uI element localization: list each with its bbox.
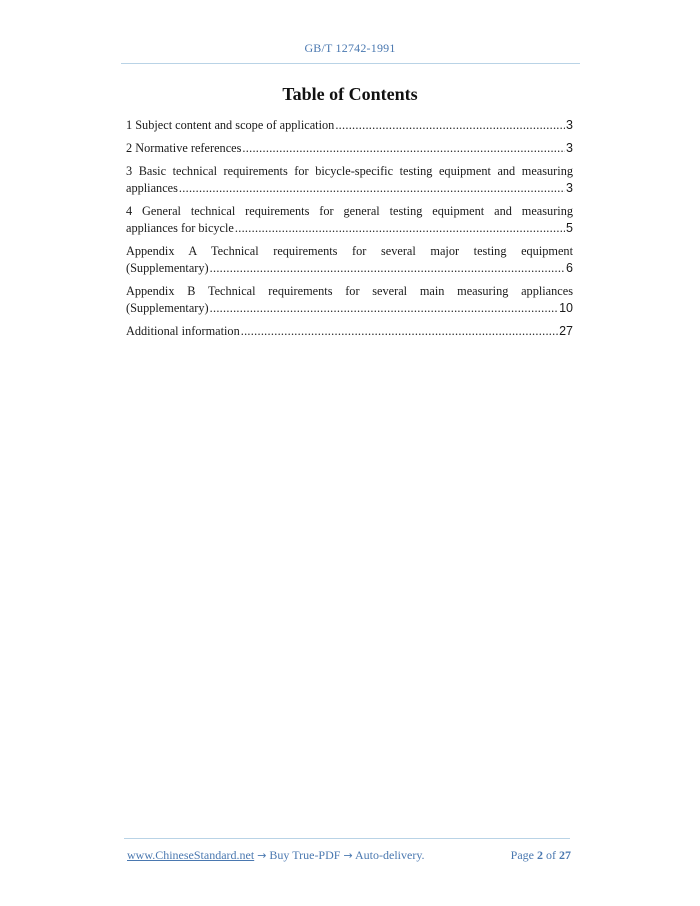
dot-leader — [210, 260, 565, 277]
toc-entry[interactable] — [126, 323, 573, 340]
footer-promo — [127, 848, 425, 863]
toc-entry-text: 1 Subject content and scope of application — [126, 118, 335, 132]
toc-page-number: 10 — [559, 301, 573, 315]
header-divider — [121, 63, 580, 64]
toc-entry-text: Appendix B Technical requirements for several main measuring appliances — [126, 284, 573, 298]
toc-entry[interactable] — [126, 163, 573, 197]
page-total: 27 — [559, 848, 571, 862]
page-current: 2 — [537, 848, 543, 862]
toc-entry-text: 2 Normative references — [126, 141, 242, 155]
site-link[interactable]: www.ChineseStandard.net — [127, 848, 255, 862]
toc-entry[interactable] — [126, 203, 573, 237]
toc-entry[interactable] — [126, 283, 573, 317]
toc-page-number: 27 — [559, 324, 573, 338]
buy-true-pdf-text: Buy True-PDF — [269, 848, 341, 862]
toc-entry-text: appliances for bicycle — [126, 221, 234, 235]
dot-leader — [335, 117, 565, 134]
toc-entry-text: (Supplementary) — [126, 301, 209, 315]
page-title: Table of Contents — [282, 84, 418, 104]
arrow-right-icon: → — [343, 849, 353, 862]
page-footer — [127, 848, 571, 863]
toc-entry-text: appliances — [126, 181, 178, 195]
toc-entry-text: Additional information — [126, 324, 240, 338]
dot-leader — [235, 220, 565, 237]
dot-leader — [242, 140, 565, 157]
toc-page-number: 3 — [566, 118, 573, 132]
page-number — [511, 848, 571, 863]
toc-page-number: 6 — [566, 261, 573, 275]
dot-leader — [179, 180, 565, 197]
toc-entry-text: 3 Basic technical requirements for bicycle-specific testing equipment and measuring — [126, 164, 573, 178]
footer-divider — [124, 838, 570, 839]
page-of: of — [546, 848, 556, 862]
page-label: Page — [510, 848, 534, 862]
toc-page-number: 3 — [566, 181, 573, 195]
toc-entry-text: Appendix A Technical requirements for several major testing equipment — [126, 244, 573, 258]
auto-delivery-text: Auto-delivery. — [355, 848, 425, 862]
toc-entry-text: 4 General technical requirements for general testing equipment and measuring — [126, 204, 573, 218]
toc-entry[interactable] — [126, 117, 573, 134]
toc-page-number: 3 — [566, 141, 573, 155]
toc-entry-text: (Supplementary) — [126, 261, 209, 275]
arrow-right-icon: → — [257, 849, 267, 862]
toc-entry[interactable] — [126, 140, 573, 157]
running-header: GB/T 12742-1991 — [304, 41, 396, 55]
toc-entry[interactable] — [126, 243, 573, 277]
table-of-contents — [126, 117, 573, 346]
dot-leader — [241, 323, 558, 340]
dot-leader — [210, 300, 558, 317]
toc-page-number: 5 — [566, 221, 573, 235]
